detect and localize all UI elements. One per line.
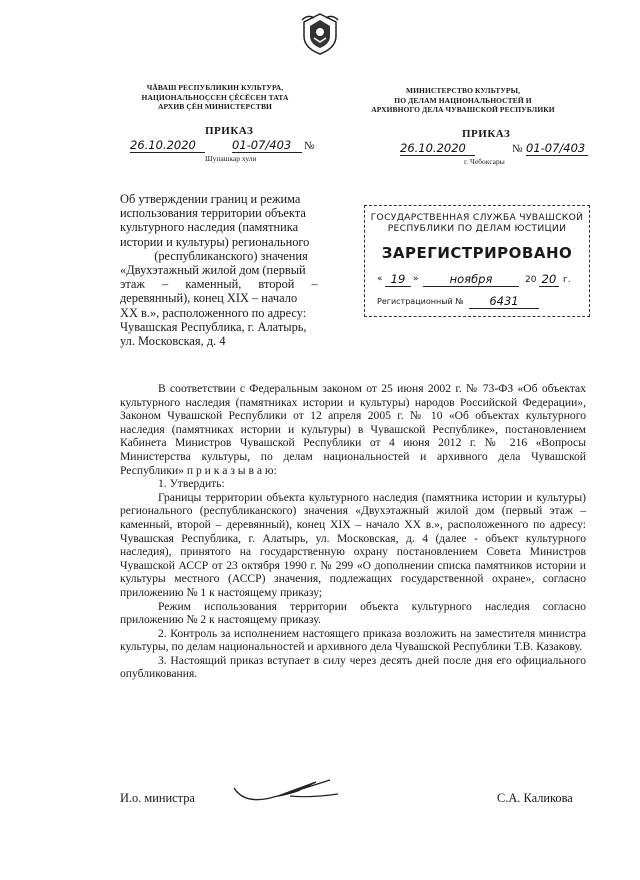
title-line: ул. Московская, д. 4	[120, 334, 226, 349]
signatory-name: С.А. Каликова	[497, 791, 573, 805]
title-line: деревянный), конец XIX – начало	[120, 291, 298, 306]
right-prikaz-title: ПРИКАЗ	[462, 128, 511, 140]
right-date: 26.10.2020	[400, 141, 475, 156]
stamp-reg-number: 6431	[469, 294, 539, 309]
stamp-line-2: РЕСПУБЛИКИ ПО ДЕЛАМ ЮСТИЦИИ	[387, 223, 567, 234]
stamp-day: 19	[385, 272, 411, 287]
stamp-year-unit: г.	[563, 275, 571, 285]
title-line: (республиканского) значения	[154, 248, 308, 263]
left-date: 26.10.2020	[130, 138, 205, 153]
body-paragraph: В соответствии с Федеральным законом от 25 июня 2002 г. № 73-ФЗ «Об объектах культурного наследия (памятниках истории и культуры) народов Российской Федерации», Законом Чувашской Республики от 12 апреля 2005 г. № 10 «Об объектах культурного наследия (памятниках истории и культуры) в Чувашской Республике», постановлением Кабинета Министров Чувашской Республики от 4 июня 2012 г. № 216 «Вопросы Министерства культуры, по делам национальностей и архивного дела Чувашской Республики» п р и к а з ы в а ю:	[120, 382, 586, 477]
right-city: г. Чебоксары	[464, 157, 505, 166]
title-line: использования территории объекта	[120, 206, 306, 221]
body-paragraph: 2. Контроль за исполнением настоящего приказа возложить на заместителя министра культуры, по делам национальностей и архивного дела Чувашской Республики Т.В. Казакову.	[120, 626, 586, 654]
right-number: 01-07/403	[526, 141, 588, 156]
header-right-line: ПО ДЕЛАМ НАЦИОНАЛЬНОСТЕЙ И	[394, 95, 532, 105]
left-number-sign: №	[304, 140, 315, 152]
registration-stamp	[364, 205, 590, 317]
stamp-year-suffix: 20	[539, 272, 559, 287]
title-line: этаж – каменный, второй –	[120, 277, 318, 292]
header-right	[368, 86, 558, 115]
stamp-reg-row	[377, 294, 582, 310]
stamp-quote-close: »	[413, 274, 419, 284]
body-paragraph: Режим использования территории объекта культурного наследия согласно приложению № 2 к настоящему приказу.	[120, 599, 586, 627]
document-title	[120, 192, 342, 348]
stamp-registered: ЗАРЕГИСТРИРОВАНО	[381, 244, 573, 262]
title-line: Об утверждении границ и режима	[120, 192, 301, 206]
left-prikaz-title: ПРИКАЗ	[205, 125, 254, 137]
chuvash-emblem	[300, 12, 340, 56]
title-line: «Двухэтажный жилой дом (первый	[120, 263, 306, 278]
header-left-line: НАЦИОНАЛЬНОÇСЕН ÇĔСĔСЕН ТАТА	[141, 92, 289, 102]
header-right-line: АРХИВНОГО ДЕЛА ЧУВАШСКОЙ РЕСПУБЛИКИ	[371, 105, 555, 114]
title-line: истории и культуры) регионального	[120, 234, 310, 249]
document-body	[120, 382, 586, 681]
header-left-line: ЧĂВАШ РЕСПУБЛИКИН КУЛЬТУРА,	[146, 83, 284, 92]
stamp-month: ноября	[423, 272, 519, 287]
stamp-year-prefix: 20	[525, 275, 537, 285]
body-paragraph: 3. Настоящий приказ вступает в силу через десять дней после дня его официального опубликования.	[120, 653, 586, 681]
left-number: 01-07/403	[232, 138, 302, 153]
header-right-line: МИНИСТЕРСТВО КУЛЬТУРЫ,	[405, 86, 521, 95]
body-paragraph: 1. Утвердить:	[158, 477, 225, 491]
stamp-reg-label: Регистрационный №	[377, 297, 464, 306]
stamp-date-row	[377, 272, 582, 288]
right-number-sign: №	[512, 143, 523, 155]
header-left-line: АРХИВ ÇĔН МИНИСТЕРСТВИ	[158, 102, 272, 111]
signature-scribble	[230, 768, 350, 810]
body-paragraph: Границы территории объекта культурного наследия (памятника истории и культуры) регионального (республиканского) значения «Двухэтажный жилой дом (первый этаж – каменный, второй – деревянный), конец XIX – начало XX в.», расположенного по адресу: Чувашская Республика, г. Алатырь, ул. Московская, д. 4 (далее - объект культурного наследия), принятого на государственную охрану постановлением Совета Министров Чувашской АССР от 23 октября 1990 г. № 299 «О дополнении списка памятников истории и культуры местного (АССР) значения, подлежащих государственной охране», согласно приложению № 1 к настоящему приказу;	[120, 490, 586, 599]
stamp-line-1: ГОСУДАРСТВЕННАЯ СЛУЖБА ЧУВАШСКОЙ	[370, 212, 584, 223]
title-line: XX в.», расположенного по адресу:	[120, 305, 307, 320]
left-city: Шупашкар хули	[205, 154, 257, 163]
header-left	[120, 83, 310, 112]
signatory-position: И.о. министра	[120, 791, 195, 805]
title-line: Чувашская Республика, г. Алатырь,	[120, 319, 307, 334]
title-line: культурного наследия (памятника	[120, 220, 299, 235]
stamp-quote-open: «	[377, 274, 383, 284]
